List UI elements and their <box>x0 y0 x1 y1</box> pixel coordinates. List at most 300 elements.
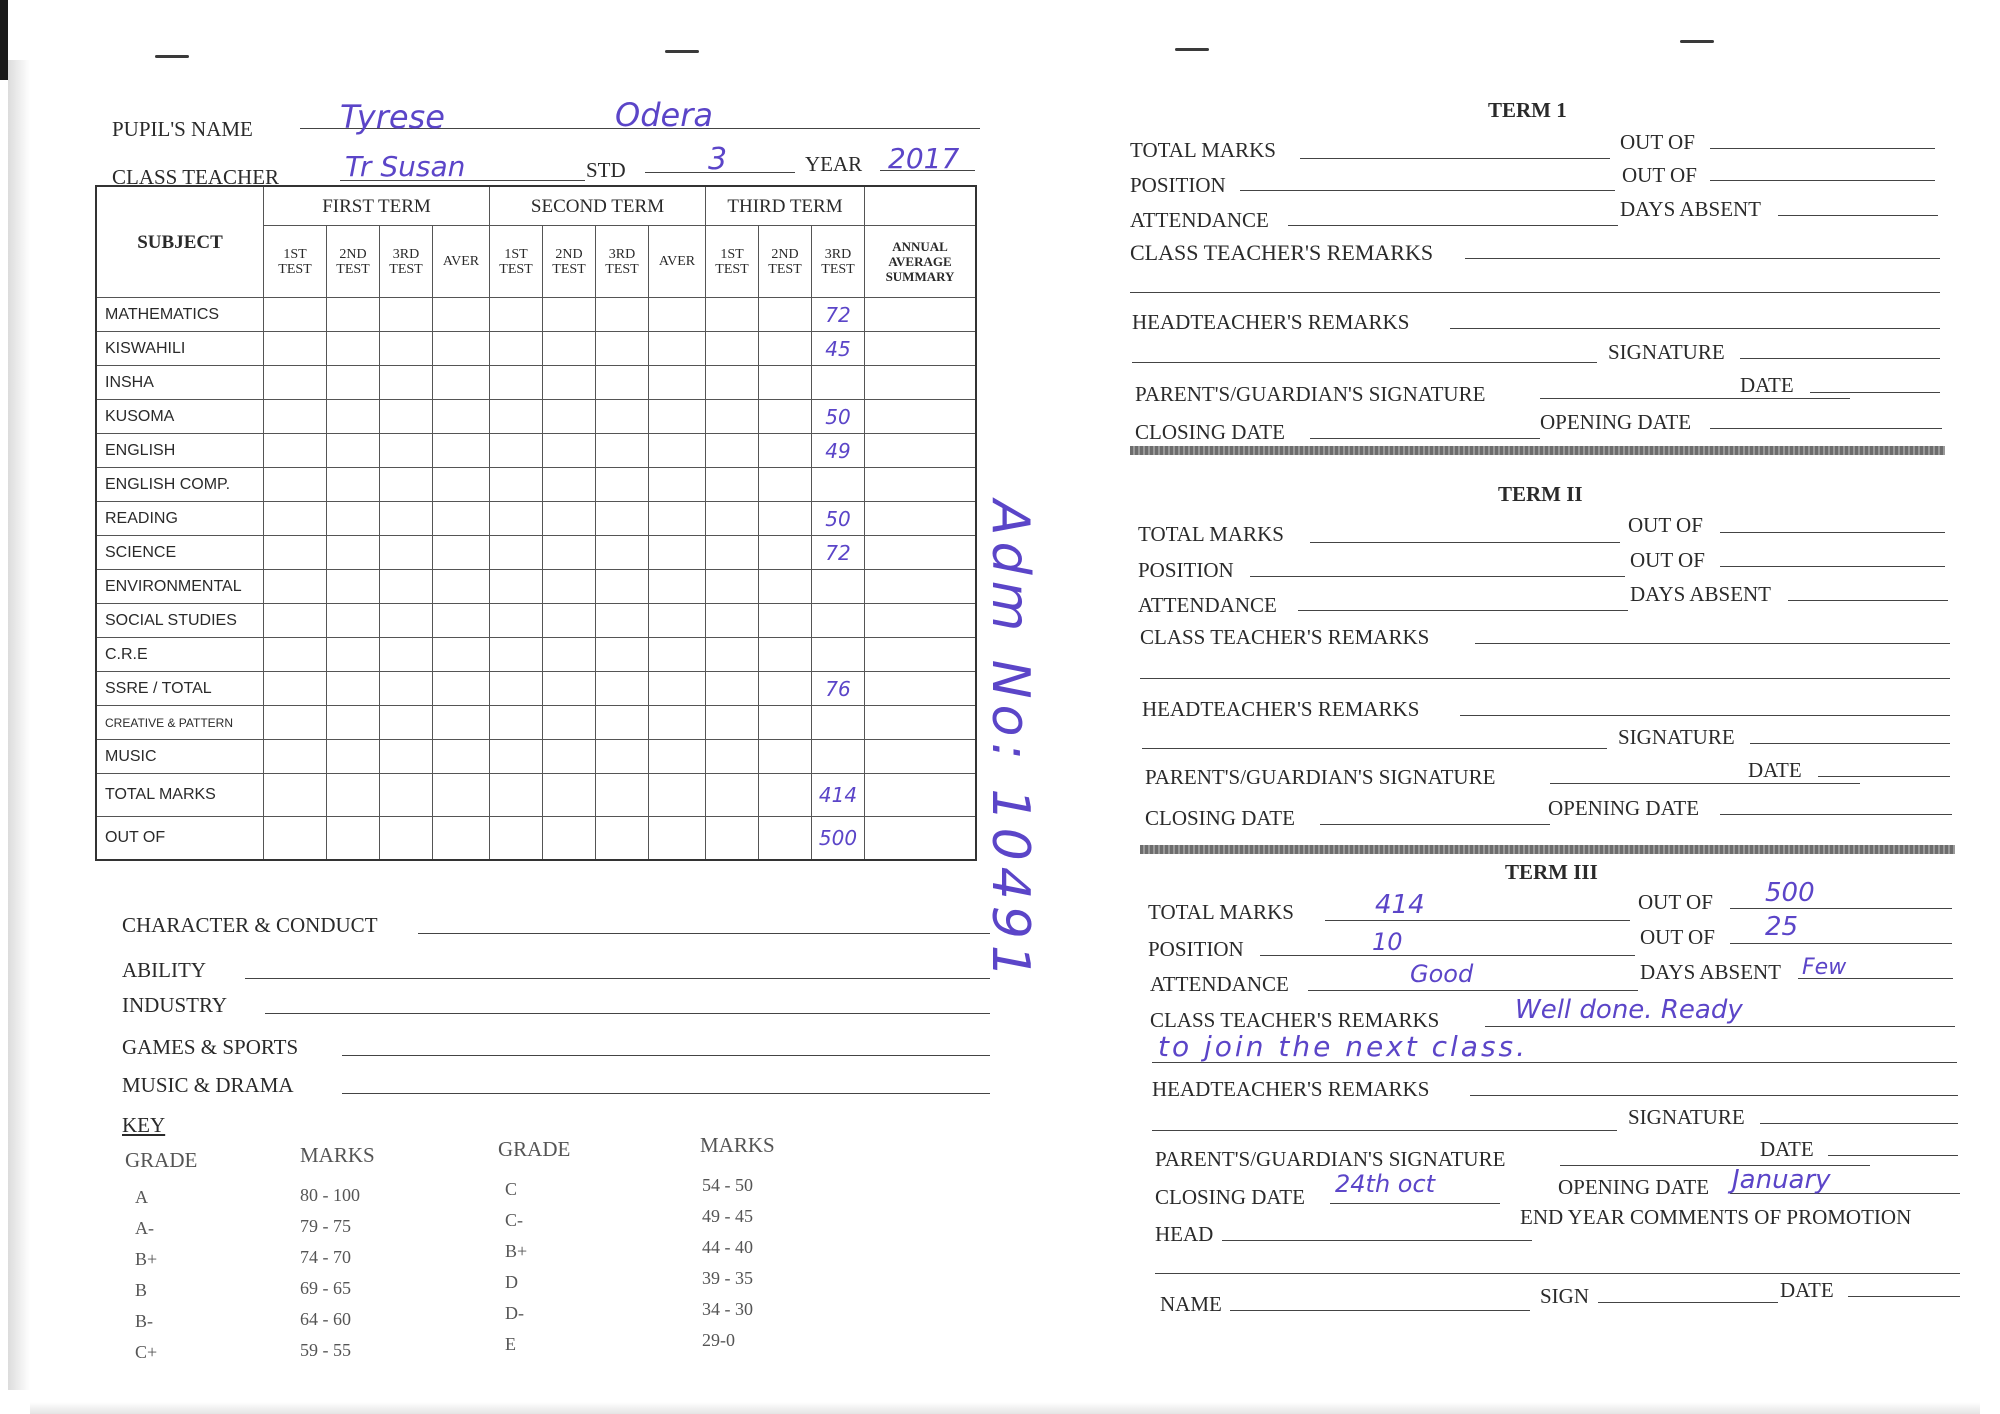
term3-position-value[interactable]: 10 <box>1372 928 1403 956</box>
mark-cell[interactable] <box>264 706 327 740</box>
mark-cell[interactable] <box>543 536 596 570</box>
mark-cell[interactable] <box>865 298 977 332</box>
mark-cell[interactable] <box>759 434 812 468</box>
year-value[interactable]: 2017 <box>888 142 960 175</box>
term3-headteacher-remarks-line-2[interactable] <box>1152 1130 1617 1131</box>
mark-cell[interactable] <box>706 468 759 502</box>
mark-cell[interactable] <box>759 502 812 536</box>
third-term-3rd-test-mark[interactable]: 414 <box>812 774 865 817</box>
term3-closing-date-line <box>1330 1203 1500 1204</box>
mark-cell[interactable] <box>327 502 380 536</box>
mark-cell[interactable] <box>596 366 649 400</box>
mark-cell[interactable] <box>433 604 490 638</box>
mark-cell[interactable] <box>380 817 433 861</box>
third-term-3rd-test-mark[interactable] <box>812 366 865 400</box>
mark-cell[interactable] <box>490 400 543 434</box>
std-value[interactable]: 3 <box>708 142 728 177</box>
term2-opening-date-label: OPENING DATE <box>1548 796 1700 820</box>
mark-cell[interactable] <box>327 434 380 468</box>
mark-cell[interactable] <box>264 740 327 774</box>
term1-headteacher-remarks-line-2[interactable] <box>1132 362 1597 363</box>
mark-cell[interactable] <box>490 298 543 332</box>
mark-cell[interactable] <box>649 536 706 570</box>
character-conduct-label: CHARACTER & CONDUCT <box>122 913 378 937</box>
mark-cell[interactable] <box>706 706 759 740</box>
mark-cell[interactable] <box>759 468 812 502</box>
mark-cell[interactable] <box>264 570 327 604</box>
mark-cell[interactable] <box>490 817 543 861</box>
mark-cell[interactable] <box>380 672 433 706</box>
mark-cell[interactable] <box>596 774 649 817</box>
mark-cell[interactable] <box>865 536 977 570</box>
term2-date-line[interactable] <box>1818 776 1950 777</box>
key-grade: C <box>505 1179 518 1199</box>
mark-cell[interactable] <box>264 604 327 638</box>
mark-cell[interactable] <box>543 604 596 638</box>
mark-cell[interactable] <box>649 706 706 740</box>
mark-cell[interactable] <box>264 400 327 434</box>
mark-cell[interactable] <box>759 817 812 861</box>
term1-out-of-position-line[interactable] <box>1710 180 1935 181</box>
mark-cell[interactable] <box>706 434 759 468</box>
music-drama-line[interactable] <box>342 1093 990 1094</box>
mark-cell[interactable] <box>596 502 649 536</box>
term3-closing-date-value[interactable]: 24th oct <box>1335 1170 1436 1198</box>
mark-cell[interactable] <box>759 774 812 817</box>
mark-cell[interactable] <box>433 817 490 861</box>
mark-cell[interactable] <box>433 570 490 604</box>
mark-cell[interactable] <box>706 740 759 774</box>
third-term-2nd-test-header: 2ND TEST <box>759 226 812 298</box>
subject-name: C.R.E <box>96 638 264 672</box>
mark-cell[interactable] <box>433 502 490 536</box>
third-term-3rd-test-mark[interactable]: 72 <box>812 298 865 332</box>
third-term-3rd-test-header: 3RD TEST <box>812 226 865 298</box>
mark-cell[interactable] <box>327 706 380 740</box>
term2-parent-signature-label: PARENT'S/GUARDIAN'S SIGNATURE <box>1145 765 1496 789</box>
mark-cell[interactable] <box>264 468 327 502</box>
mark-cell[interactable] <box>433 434 490 468</box>
mark-cell[interactable] <box>759 400 812 434</box>
mark-cell[interactable] <box>706 298 759 332</box>
head-line[interactable] <box>1222 1240 1532 1241</box>
mark-cell[interactable] <box>433 638 490 672</box>
third-term-3rd-test-mark[interactable]: 72 <box>812 536 865 570</box>
mark-cell[interactable] <box>865 366 977 400</box>
term1-headteacher-remarks-line[interactable] <box>1450 328 1940 329</box>
third-term-1st-test-header: 1ST TEST <box>706 226 759 298</box>
mark-cell[interactable] <box>649 638 706 672</box>
term3-opening-date-value[interactable]: January <box>1732 1165 1831 1195</box>
mark-cell[interactable] <box>706 638 759 672</box>
key-marks: 49 - 45 <box>702 1206 753 1226</box>
mark-cell[interactable] <box>706 570 759 604</box>
term1-days-absent-line[interactable] <box>1778 215 1938 216</box>
pupil-last-name[interactable]: Odera <box>615 96 713 134</box>
mark-cell[interactable] <box>543 672 596 706</box>
mark-cell[interactable] <box>759 740 812 774</box>
mark-cell[interactable] <box>865 332 977 366</box>
pupil-first-name[interactable]: Tyrese <box>340 98 445 136</box>
mark-cell[interactable] <box>596 706 649 740</box>
industry-line[interactable] <box>265 1013 990 1014</box>
mark-cell[interactable] <box>380 570 433 604</box>
mark-cell[interactable] <box>543 332 596 366</box>
mark-cell[interactable] <box>596 536 649 570</box>
mark-cell[interactable] <box>327 604 380 638</box>
ability-line[interactable] <box>245 978 990 979</box>
mark-cell[interactable] <box>433 774 490 817</box>
mark-cell[interactable] <box>865 468 977 502</box>
term3-total-marks-label: TOTAL MARKS <box>1148 900 1294 924</box>
mark-cell[interactable] <box>759 706 812 740</box>
mark-cell[interactable] <box>264 817 327 861</box>
mark-cell[interactable] <box>433 706 490 740</box>
mark-cell[interactable] <box>596 672 649 706</box>
term3-remarks-line2[interactable]: to join the next class. <box>1158 1030 1529 1063</box>
third-term-3rd-test-mark[interactable]: 76 <box>812 672 865 706</box>
mark-cell[interactable] <box>865 817 977 861</box>
mark-cell[interactable] <box>433 536 490 570</box>
term3-headteacher-remarks-line[interactable] <box>1470 1095 1958 1096</box>
mark-cell[interactable] <box>649 604 706 638</box>
term1-parent-signature-line[interactable] <box>1540 398 1850 399</box>
third-term-3rd-test-mark[interactable] <box>812 604 865 638</box>
mark-cell[interactable] <box>490 740 543 774</box>
term1-date-line[interactable] <box>1810 392 1940 393</box>
mark-cell[interactable] <box>649 740 706 774</box>
mark-cell[interactable] <box>264 434 327 468</box>
mark-cell[interactable] <box>543 434 596 468</box>
mark-cell[interactable] <box>433 740 490 774</box>
term1-class-teacher-remarks-label: CLASS TEACHER'S REMARKS <box>1130 240 1434 265</box>
mark-cell[interactable] <box>706 502 759 536</box>
mark-cell[interactable] <box>759 332 812 366</box>
mark-cell[interactable] <box>543 502 596 536</box>
term3-signature-line[interactable] <box>1760 1123 1958 1124</box>
mark-cell[interactable] <box>264 536 327 570</box>
subject-name: CREATIVE & PATTERN <box>96 706 264 740</box>
subject-name: ENVIRONMENTAL <box>96 570 264 604</box>
mark-cell[interactable] <box>380 366 433 400</box>
mark-cell[interactable] <box>706 332 759 366</box>
term2-attendance-label: ATTENDANCE <box>1138 593 1277 617</box>
mark-cell[interactable] <box>649 400 706 434</box>
mark-cell[interactable] <box>490 434 543 468</box>
key-grade: C- <box>505 1210 523 1230</box>
mark-cell[interactable] <box>543 366 596 400</box>
mark-cell[interactable] <box>264 332 327 366</box>
mark-cell[interactable] <box>596 604 649 638</box>
mark-cell[interactable] <box>759 366 812 400</box>
term1-attendance-label: ATTENDANCE <box>1130 208 1269 232</box>
mark-cell[interactable] <box>759 638 812 672</box>
mark-cell[interactable] <box>706 817 759 861</box>
term2-headteacher-remarks-line-2[interactable] <box>1142 748 1607 749</box>
term3-headteacher-remarks-label: HEADTEACHER'S REMARKS <box>1152 1077 1430 1101</box>
mark-cell[interactable] <box>490 502 543 536</box>
term3-attendance-line <box>1308 990 1638 991</box>
mark-cell[interactable] <box>380 298 433 332</box>
mark-cell[interactable] <box>380 536 433 570</box>
mark-cell[interactable] <box>865 434 977 468</box>
mark-cell[interactable] <box>380 604 433 638</box>
mark-cell[interactable] <box>490 570 543 604</box>
term3-attendance-value[interactable]: Good <box>1410 960 1474 988</box>
term1-position-line[interactable] <box>1240 190 1615 191</box>
third-term-3rd-test-mark[interactable] <box>812 570 865 604</box>
mark-cell[interactable] <box>264 298 327 332</box>
mark-cell[interactable] <box>543 740 596 774</box>
sign-line[interactable] <box>1598 1302 1778 1303</box>
third-term-3rd-test-mark[interactable] <box>812 468 865 502</box>
mark-cell[interactable] <box>759 298 812 332</box>
character-conduct-line[interactable] <box>418 933 990 934</box>
mark-cell[interactable] <box>649 298 706 332</box>
term1-out-of-line[interactable] <box>1710 148 1935 149</box>
mark-cell[interactable] <box>543 468 596 502</box>
term3-total-marks-value[interactable]: 414 <box>1375 890 1425 920</box>
subject-row <box>96 570 976 604</box>
mark-cell[interactable] <box>759 672 812 706</box>
report-right-panel <box>1110 0 2000 1414</box>
mark-cell[interactable] <box>490 672 543 706</box>
mark-cell[interactable] <box>706 366 759 400</box>
mark-cell[interactable] <box>649 332 706 366</box>
second-term-1st-test-header: 1ST TEST <box>490 226 543 298</box>
term2-days-absent-line[interactable] <box>1788 600 1948 601</box>
mark-cell[interactable] <box>380 400 433 434</box>
term2-out-of-line[interactable] <box>1720 532 1945 533</box>
mark-cell[interactable] <box>433 400 490 434</box>
third-term-header: THIRD TERM <box>706 186 865 226</box>
term2-parent-signature-line[interactable] <box>1550 783 1860 784</box>
term2-remarks-line-2[interactable] <box>1140 678 1950 679</box>
term1-total-marks-line[interactable] <box>1300 158 1610 159</box>
mark-cell[interactable] <box>865 706 977 740</box>
mark-cell[interactable] <box>596 298 649 332</box>
third-term-3rd-test-mark[interactable]: 45 <box>812 332 865 366</box>
mark-cell[interactable] <box>759 536 812 570</box>
mark-cell[interactable] <box>649 774 706 817</box>
games-sports-line[interactable] <box>342 1055 990 1056</box>
key-marks: 39 - 35 <box>702 1268 753 1288</box>
mark-cell[interactable] <box>865 400 977 434</box>
subject-row <box>96 740 976 774</box>
mark-cell[interactable] <box>865 570 977 604</box>
mark-cell[interactable] <box>596 332 649 366</box>
term3-out-of-line <box>1730 908 1952 909</box>
term1-remarks-line[interactable] <box>1465 258 1940 259</box>
third-term-3rd-test-mark[interactable] <box>812 638 865 672</box>
mark-cell[interactable] <box>264 638 327 672</box>
mark-cell[interactable] <box>543 774 596 817</box>
term2-signature-line[interactable] <box>1750 743 1950 744</box>
term1-signature-line[interactable] <box>1740 358 1940 359</box>
mark-cell[interactable] <box>706 604 759 638</box>
mark-cell[interactable] <box>543 570 596 604</box>
mark-cell[interactable] <box>433 298 490 332</box>
class-teacher-value[interactable]: Tr Susan <box>345 150 466 183</box>
mark-cell[interactable] <box>865 638 977 672</box>
mark-cell[interactable] <box>327 817 380 861</box>
mark-cell[interactable] <box>706 774 759 817</box>
third-term-3rd-test-mark[interactable]: 50 <box>812 400 865 434</box>
mark-cell[interactable] <box>543 298 596 332</box>
subject-header: SUBJECT <box>96 186 264 298</box>
term2-opening-date-line[interactable] <box>1720 814 1952 815</box>
term2-closing-date-line[interactable] <box>1320 824 1550 825</box>
mark-cell[interactable] <box>706 536 759 570</box>
key-grade: A <box>135 1187 148 1207</box>
mark-cell[interactable] <box>380 468 433 502</box>
mark-cell[interactable] <box>596 400 649 434</box>
mark-cell[interactable] <box>380 332 433 366</box>
term3-parent-signature-label: PARENT'S/GUARDIAN'S SIGNATURE <box>1155 1147 1506 1171</box>
mark-cell[interactable] <box>327 536 380 570</box>
industry-label: INDUSTRY <box>122 993 228 1017</box>
mark-cell[interactable] <box>490 468 543 502</box>
grades-table <box>95 185 977 861</box>
term3-out-of-value[interactable]: 500 <box>1765 878 1815 908</box>
mark-cell[interactable] <box>649 366 706 400</box>
date-label-bottom: DATE <box>1780 1278 1834 1302</box>
mark-cell[interactable] <box>380 706 433 740</box>
mark-cell[interactable] <box>649 570 706 604</box>
mark-cell[interactable] <box>649 434 706 468</box>
term3-date-line[interactable] <box>1828 1155 1958 1156</box>
mark-cell[interactable] <box>433 332 490 366</box>
mark-cell[interactable] <box>490 638 543 672</box>
admission-number: Adm No: 10491 <box>980 500 1040 984</box>
mark-cell[interactable] <box>865 604 977 638</box>
third-term-3rd-test-mark[interactable]: 500 <box>812 817 865 861</box>
date-line-bottom[interactable] <box>1848 1296 1960 1297</box>
third-term-3rd-test-mark[interactable] <box>812 706 865 740</box>
mark-cell[interactable] <box>649 468 706 502</box>
mark-cell[interactable] <box>264 366 327 400</box>
term3-opening-date-label: OPENING DATE <box>1558 1175 1710 1199</box>
mark-cell[interactable] <box>865 774 977 817</box>
mark-cell[interactable] <box>380 434 433 468</box>
mark-cell[interactable] <box>596 434 649 468</box>
subject-row <box>96 400 976 434</box>
term1-parent-signature-label: PARENT'S/GUARDIAN'S SIGNATURE <box>1135 382 1486 406</box>
mark-cell[interactable] <box>327 638 380 672</box>
term1-closing-date-line[interactable] <box>1310 438 1540 439</box>
mark-cell[interactable] <box>380 502 433 536</box>
term3-days-absent-value[interactable]: Few <box>1802 955 1847 980</box>
first-term-3rd-test-header: 3RD TEST <box>380 226 433 298</box>
name-line[interactable] <box>1230 1310 1530 1311</box>
term3-signature-label: SIGNATURE <box>1628 1105 1745 1129</box>
mark-cell[interactable] <box>327 366 380 400</box>
mark-cell[interactable] <box>327 570 380 604</box>
mark-cell[interactable] <box>596 817 649 861</box>
mark-cell[interactable] <box>649 817 706 861</box>
games-sports-row <box>122 1035 298 1060</box>
mark-cell[interactable] <box>327 774 380 817</box>
mark-cell[interactable] <box>706 672 759 706</box>
name-label: NAME <box>1160 1292 1222 1316</box>
term3-remarks-line1[interactable]: Well done. Ready <box>1515 995 1743 1025</box>
term2-out-of-position-line[interactable] <box>1720 566 1945 567</box>
third-term-3rd-test-mark[interactable] <box>812 740 865 774</box>
mark-cell[interactable] <box>327 298 380 332</box>
mark-cell[interactable] <box>264 502 327 536</box>
term2-position-line[interactable] <box>1250 576 1625 577</box>
mark-cell[interactable] <box>490 774 543 817</box>
mark-cell[interactable] <box>380 774 433 817</box>
term2-remarks-line[interactable] <box>1475 643 1950 644</box>
mark-cell[interactable] <box>264 774 327 817</box>
third-term-3rd-test-mark[interactable]: 49 <box>812 434 865 468</box>
mark-cell[interactable] <box>759 570 812 604</box>
mark-cell[interactable] <box>543 706 596 740</box>
mark-cell[interactable] <box>327 332 380 366</box>
mark-cell[interactable] <box>596 468 649 502</box>
mark-cell[interactable] <box>543 400 596 434</box>
term2-position-label: POSITION <box>1138 558 1234 582</box>
mark-cell[interactable] <box>433 366 490 400</box>
mark-cell[interactable] <box>327 400 380 434</box>
mark-cell[interactable] <box>759 604 812 638</box>
mark-cell[interactable] <box>327 468 380 502</box>
term1-remarks-line-2[interactable] <box>1130 292 1940 293</box>
term2-headteacher-remarks-line[interactable] <box>1460 715 1950 716</box>
mark-cell[interactable] <box>327 740 380 774</box>
subject-name: SCIENCE <box>96 536 264 570</box>
term2-attendance-line[interactable] <box>1298 610 1628 611</box>
mark-cell[interactable] <box>865 672 977 706</box>
term1-opening-date-line[interactable] <box>1710 428 1942 429</box>
subject-name: KISWAHILI <box>96 332 264 366</box>
mark-cell[interactable] <box>327 672 380 706</box>
mark-cell[interactable] <box>490 332 543 366</box>
term2-total-marks-line[interactable] <box>1310 542 1620 543</box>
mark-cell[interactable] <box>380 638 433 672</box>
subject-row <box>96 332 976 366</box>
mark-cell[interactable] <box>490 366 543 400</box>
mark-cell[interactable] <box>490 536 543 570</box>
mark-cell[interactable] <box>543 638 596 672</box>
mark-cell[interactable] <box>649 502 706 536</box>
mark-cell[interactable] <box>865 740 977 774</box>
mark-cell[interactable] <box>264 672 327 706</box>
mark-cell[interactable] <box>490 706 543 740</box>
mark-cell[interactable] <box>380 740 433 774</box>
term1-attendance-line[interactable] <box>1288 225 1618 226</box>
mark-cell[interactable] <box>706 400 759 434</box>
third-term-3rd-test-mark[interactable]: 50 <box>812 502 865 536</box>
mark-cell[interactable] <box>596 740 649 774</box>
end-year-comments-line[interactable] <box>1155 1273 1960 1274</box>
subject-row <box>96 817 976 861</box>
end-year-comments-label: END YEAR COMMENTS OF PROMOTION <box>1520 1205 1912 1229</box>
mark-cell[interactable] <box>490 604 543 638</box>
mark-cell[interactable] <box>649 672 706 706</box>
mark-cell[interactable] <box>543 817 596 861</box>
mark-cell[interactable] <box>596 570 649 604</box>
mark-cell[interactable] <box>865 502 977 536</box>
term3-position-label: POSITION <box>1148 937 1244 961</box>
mark-cell[interactable] <box>596 638 649 672</box>
subject-name: OUT OF <box>96 817 264 861</box>
mark-cell[interactable] <box>433 672 490 706</box>
mark-cell[interactable] <box>433 468 490 502</box>
key-marks: 54 - 50 <box>702 1175 753 1195</box>
term3-out-of-position-value[interactable]: 25 <box>1765 912 1799 942</box>
